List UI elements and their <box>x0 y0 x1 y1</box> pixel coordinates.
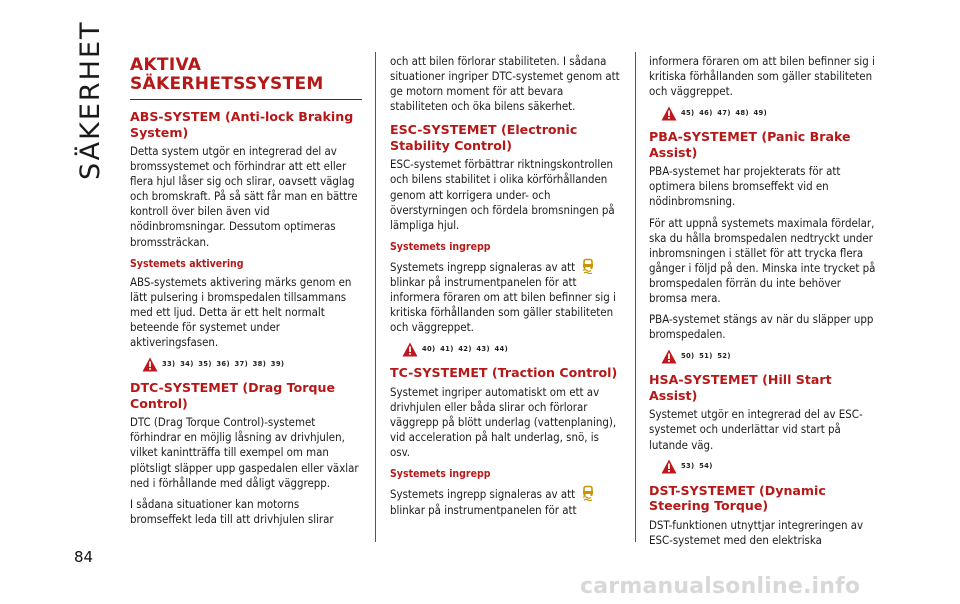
tc-intervention-text-end: blinkar på instrumentpanelen för att <box>390 502 577 517</box>
warning-references: 40) 41) 42) 43) 44) <box>422 344 508 353</box>
warning-refs-row <box>402 341 622 357</box>
column-2 <box>390 54 622 524</box>
section-title-dst: DST-SYSTEMET (Dynamic Steering Torque) <box>649 482 826 514</box>
tc-intervention-text <box>390 485 622 517</box>
tc-continued-text: informera föraren om att bilen befinner sig i kritiska förhållanden som gäller stabiliteten och väggreppet. <box>649 54 875 99</box>
warning-triangle-icon <box>661 349 677 364</box>
side-section-title: SÄKERHET <box>75 20 106 180</box>
page-number: 84 <box>74 548 94 566</box>
main-title: AKTIVA SÄKERHETSSYSTEM <box>130 56 362 100</box>
abs-text: Detta system utgör en integrerad del av bromssystemet och förhindrar att ett eller flera hjul låser sig och slirar, oavsett väglag och bromskraft. På så sätt får man en bättre kontroll över bilen även vid nödinbromsningar. Dessutom optimeras bromssträckan. <box>130 144 358 249</box>
pba-text-3: PBA-systemet stängs av när du släpper upp bromspedalen. <box>649 312 874 342</box>
warning-refs-row <box>661 459 881 475</box>
section-title-esc: ESC-SYSTEMET (Electronic Stability Control) <box>390 122 578 153</box>
esc-intervention-text-start: Systemets ingrepp signaleras av att <box>390 259 576 274</box>
warning-triangle-icon <box>142 357 158 372</box>
dtc-continued-text: och att bilen förlorar stabiliteten. I sådana situationer ingriper DTC-systemet genom att ge motorn moment för att bevara stabiliteten och öka bilens säkerhet. <box>390 54 620 114</box>
column-divider <box>375 52 376 542</box>
subsection-title-abs-activation: Systemets aktivering <box>130 257 244 270</box>
dtc-text-2: I sådana situationer kan motorns bromseffekt leda till att drivhjulen slirar <box>130 496 334 526</box>
warning-refs-row <box>661 348 881 364</box>
section-title-hsa: HSA-SYSTEMET (Hill Start Assist) <box>649 372 832 403</box>
subsection-title-tc-intervention: Systemets ingrepp <box>390 468 491 481</box>
column-1 <box>130 54 362 533</box>
warning-triangle-icon <box>661 106 677 121</box>
warning-references: 53) 54) <box>681 462 713 471</box>
esc-intervention-text-end: blinkar på instrumentpanelen för att informera föraren om att bilen befinner sig i kritiska förhållanden som gäller stabiliteten och väggreppet. <box>390 275 616 335</box>
warning-references: 45) 46) 47) 48) 49) <box>681 108 767 117</box>
warning-references: 33) 34) 35) 36) 37) 38) 39) <box>162 359 285 368</box>
section-title-dtc: DTC-SYSTEMET (Drag Torque Control) <box>130 380 335 411</box>
tc-text: Systemet ingriper automatiskt om ett av drivhjulen eller båda slirar och förlorar väggrepp på blött underlag (vattenplaning), vid acceleration på halt underlag, snö, is osv. <box>390 384 617 460</box>
warning-refs-row <box>661 105 881 121</box>
section-title-pba: PBA-SYSTEMET (Panic Brake Assist) <box>649 129 851 160</box>
abs-activation-text: ABS-systemets aktivering märks genom en lätt pulsering i bromspedalen tillsammans med ett ljud. Detta är ett helt normalt beteende för systemet under aktiveringsfasen. <box>130 274 352 350</box>
hsa-text: Systemet utgör en integrerad del av ESC-systemet och underlättar vid start på lutande väg. <box>649 407 863 452</box>
esc-skidding-car-icon <box>580 485 596 501</box>
section-title-tc: TC-SYSTEMET (Traction Control) <box>390 365 618 381</box>
watermark: carmanualsonline.info <box>580 574 861 599</box>
esc-intervention-text <box>390 258 622 335</box>
tc-intervention-text-start: Systemets ingrepp signaleras av att <box>390 487 576 502</box>
column-3 <box>649 54 881 554</box>
subsection-title-esc-intervention: Systemets ingrepp <box>390 240 491 253</box>
dtc-text-1: DTC (Drag Torque Control)-systemet förhindrar en möjlig låsning av drivhjulen, vilket kanintträffa till exempel om man plötsligt släpper upp gaspedalen eller växlar ned i förhållande med dåligt väggrepp. <box>130 415 359 490</box>
pba-text-1: PBA-systemet har projekterats för att optimera bilens bromseffekt vid en nödinbromsning. <box>649 164 841 209</box>
pba-text-2: För att uppnå systemets maximala fördelar, ska du hålla bromspedalen nedtryckt under inbromsningen i stället för att trycka flera gånger i följd på den. Minska inte trycket på bromspedalen förrän du inte behöver bromsa mera. <box>649 215 876 306</box>
warning-triangle-icon <box>402 342 418 357</box>
warning-references: 50) 51) 52) <box>681 351 731 360</box>
esc-text: ESC-systemet förbättrar riktningskontrollen och bilens stabilitet i olika körförhållanden genom att korrigera under- och överstyrningen och fördela bromsningen på lämpliga hjul. <box>390 157 615 232</box>
section-title-abs: ABS-SYSTEM (Anti-lock Braking System) <box>130 109 354 140</box>
esc-skidding-car-icon <box>580 258 596 274</box>
column-divider <box>635 52 636 542</box>
warning-triangle-icon <box>661 459 677 474</box>
dst-text: DST-funktionen utnyttjar integreringen av ESC-systemet med den elektriska <box>649 517 864 547</box>
warning-refs-row <box>142 356 362 372</box>
